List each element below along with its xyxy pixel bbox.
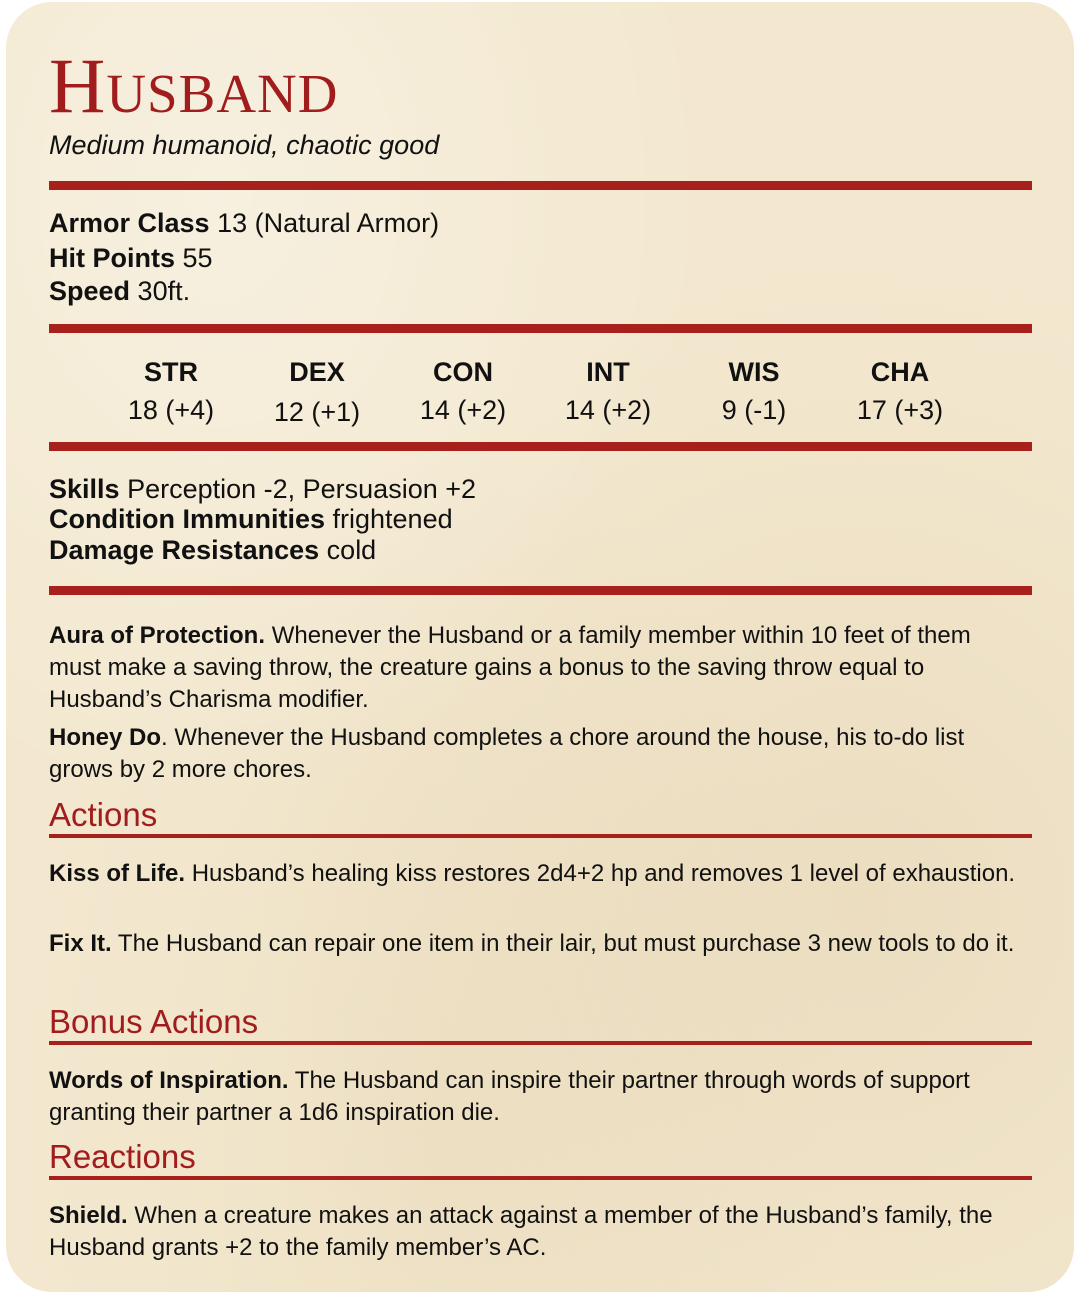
trait-name: Aura of Protection. [49,622,266,649]
trait-aura-of-protection [49,620,1024,716]
condition-immunities-value: frightened [332,504,453,534]
action-name: Kiss of Life. [49,860,186,887]
ability-wis [694,356,814,426]
ability-name: CHA [870,357,930,387]
trait-text: Whenever the Husband or a family member within 10 feet of them must make a saving throw, the creature gains a bonus to the saving throw equal to Husband’s Charisma modifier. [49,622,971,713]
ability-name: WIS [728,357,780,387]
ability-name: DEX [289,357,345,387]
reaction-text: When a creature makes an attack against a member of the Husband’s family, the Husband grants +2 to the family member’s AC. [49,1202,993,1261]
action-kiss-of-life [49,858,1024,890]
divider [49,1041,1032,1045]
armor-class-value: 13 (Natural Armor) [217,208,440,238]
condition-immunities-line [49,503,453,536]
trait-name: Honey Do [49,724,162,751]
stat-block-card [6,2,1074,1292]
divider [49,1176,1032,1180]
divider [49,834,1032,838]
divider [49,324,1032,333]
creature-name: Husband [49,42,339,129]
ability-con [403,356,523,426]
ability-score: 14 (+2) [564,395,652,425]
divider [49,181,1032,190]
ability-score: 17 (+3) [856,395,944,425]
action-fix-it [49,928,1024,960]
ability-score: 9 (-1) [721,395,787,425]
bonus-action-text: The Husband can inspire their partner through words of support granting their partner a 1d6 inspiration die. [49,1067,970,1126]
section-heading-reactions: Reactions [49,1138,196,1175]
condition-immunities-label: Condition Immunities [49,504,325,534]
section-heading-actions: Actions [49,796,158,833]
ability-cha [840,356,960,426]
bonus-action-words-of-inspiration [49,1065,1024,1129]
speed-value: 30ft. [137,276,191,306]
ability-dex [257,356,377,428]
hit-points-value: 55 [182,243,213,273]
ability-name: INT [586,357,630,387]
skills-line [49,473,476,506]
reaction-shield [49,1200,1024,1264]
hit-points-line [49,242,213,275]
ability-score: 18 (+4) [127,395,215,425]
ability-int [548,356,668,426]
ability-name: CON [433,357,493,387]
hit-points-label: Hit Points [49,243,175,273]
trait-honey-do [49,722,1024,786]
speed-label: Speed [49,276,131,306]
divider [49,586,1032,595]
speed-line [49,275,190,308]
creature-subtitle: Medium humanoid, chaotic good [49,130,440,160]
reaction-name: Shield. [49,1202,128,1229]
armor-class-label: Armor Class [49,208,210,238]
ability-score: 14 (+2) [419,395,507,425]
bonus-action-name: Words of Inspiration. [49,1067,289,1094]
action-text: The Husband can repair one item in their lair, but must purchase 3 new tools to do it. [117,930,1015,957]
ability-score: 12 (+1) [273,397,361,427]
ability-name: STR [144,357,198,387]
damage-resistances-line [49,534,376,567]
divider [49,442,1032,451]
action-name: Fix It. [49,930,112,957]
skills-label: Skills [49,474,120,504]
damage-resistances-label: Damage Resistances [49,535,320,565]
skills-value: Perception -2, Persuasion +2 [127,474,477,504]
action-text: Husband’s healing kiss restores 2d4+2 hp and removes 1 level of exhaustion. [191,860,1016,887]
section-heading-bonus-actions: Bonus Actions [49,1003,259,1040]
ability-str [111,356,231,426]
armor-class-line [49,207,439,240]
damage-resistances-value: cold [326,535,377,565]
trait-text: . Whenever the Husband completes a chore around the house, his to-do list grows by 2 more chores. [49,724,965,783]
